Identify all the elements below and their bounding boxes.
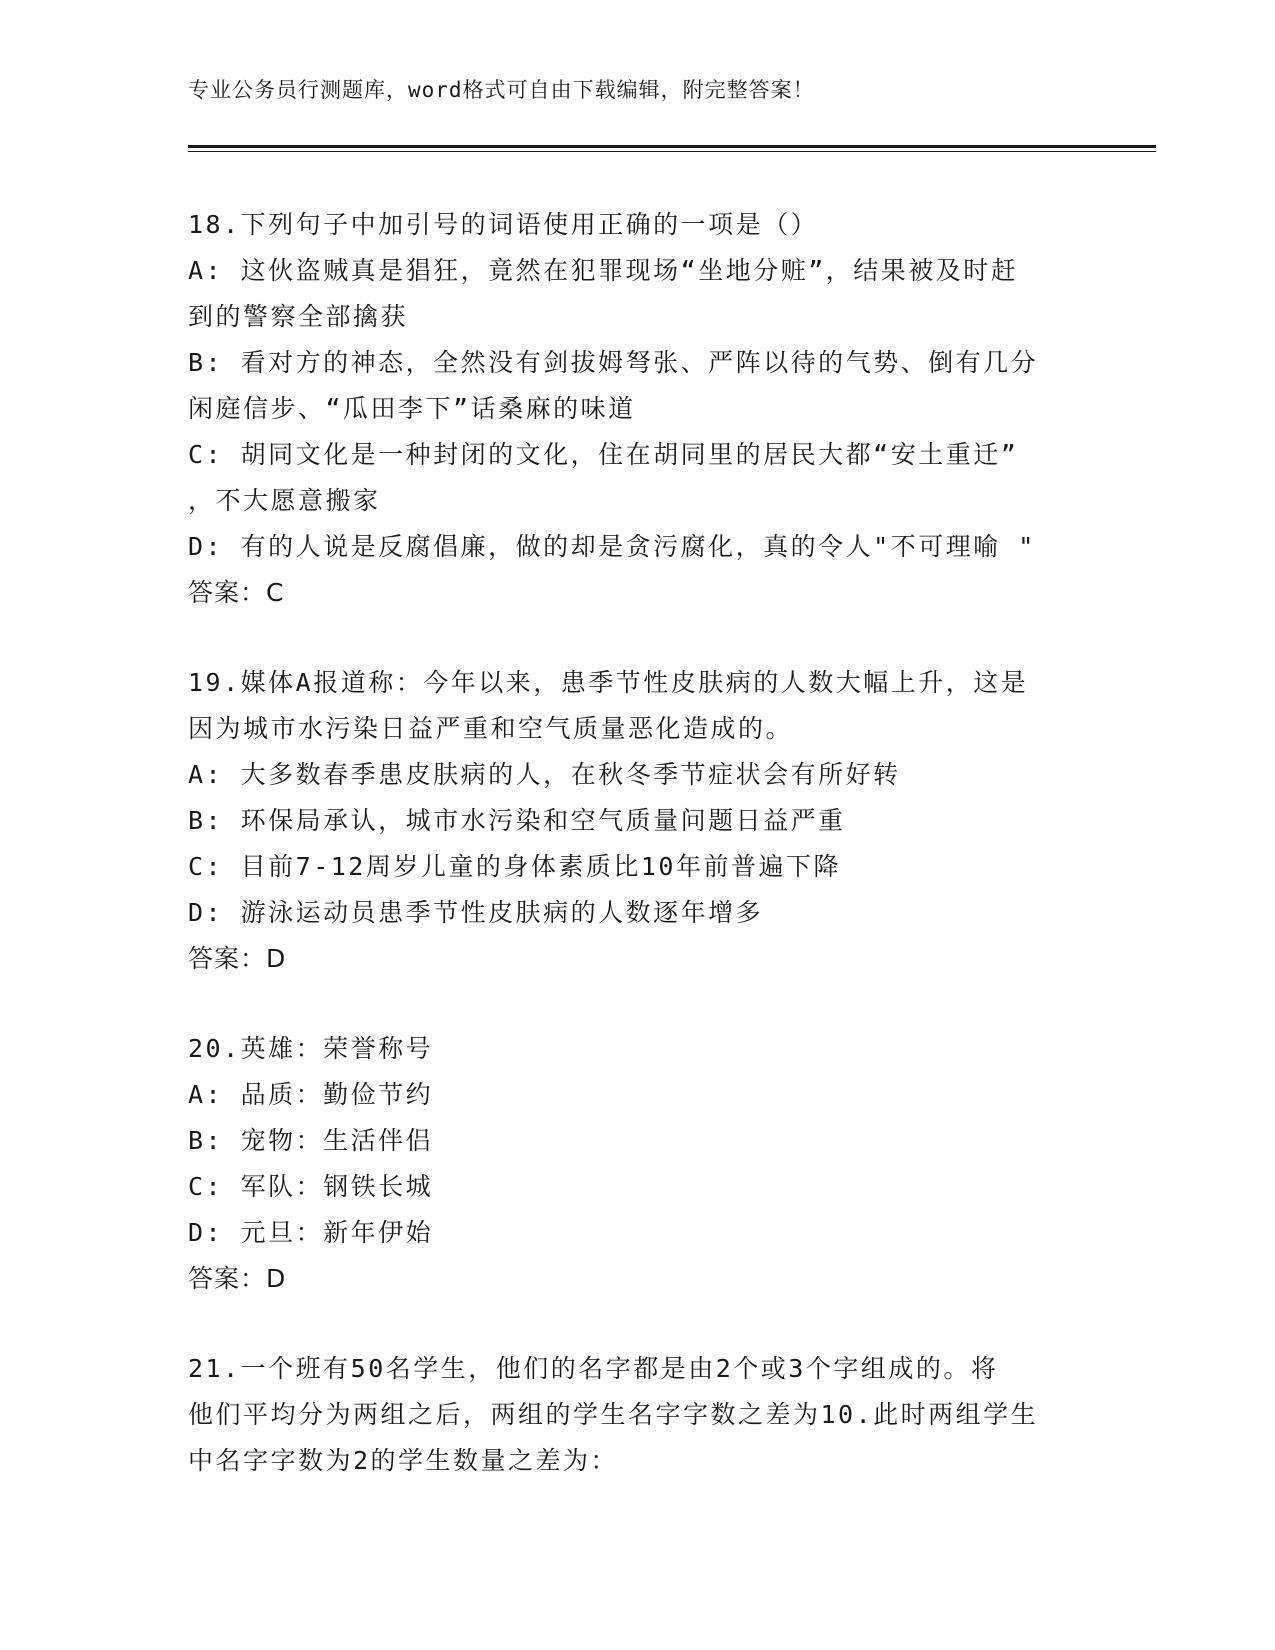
question-stem-continued: 因为城市水污染日益严重和空气质量恶化造成的。: [188, 714, 794, 743]
option-c: C: 目前7-12周岁儿童的身体素质比10年前普遍下降: [188, 852, 841, 881]
question-20: [188, 1026, 1088, 1302]
option-d: D: 有的人说是反腐倡廉，做的却是贪污腐化，真的令人"不可理喻 ": [188, 532, 1036, 561]
header-divider-thin: [188, 151, 1156, 152]
option-c-continued: ，不大愿意搬家: [188, 486, 381, 515]
option-b: B: 宠物：生活伴侣: [188, 1126, 434, 1155]
answer: 答案：D: [188, 1264, 287, 1293]
option-a: A: 这伙盗贼真是猖狂，竟然在犯罪现场“坐地分赃”，结果被及时赶: [188, 256, 1019, 285]
option-c: C: 胡同文化是一种封闭的文化，住在胡同里的居民大都“安土重迁”: [188, 440, 1019, 469]
question-21: [188, 1346, 1088, 1484]
option-a: A: 品质：勤俭节约: [188, 1080, 434, 1109]
answer: 答案：C: [188, 578, 285, 607]
option-d: D: 元旦：新年伊始: [188, 1218, 434, 1247]
question-18: [188, 202, 1088, 616]
option-b: B: 环保局承认，城市水污染和空气质量问题日益严重: [188, 806, 846, 835]
option-a-continued: 到的警察全部擒获: [188, 302, 409, 331]
option-b: B: 看对方的神态，全然没有剑拔姆弩张、严阵以待的气势、倒有几分: [188, 348, 1039, 377]
question-list: [188, 202, 1088, 1528]
question-stem: 19.媒体A报道称：今年以来，患季节性皮肤病的人数大幅上升，这是: [188, 668, 1029, 697]
page-header: 专业公务员行测题库，word格式可自由下载编辑，附完整答案！: [188, 78, 815, 102]
question-stem: 18.下列句子中加引号的词语使用正确的一项是（）: [188, 210, 819, 239]
question-stem-continued: 中名字字数为2的学生数量之差为：: [188, 1446, 619, 1475]
header-divider-thick: [188, 145, 1156, 148]
option-d: D: 游泳运动员患季节性皮肤病的人数逐年增多: [188, 898, 764, 927]
question-stem-continued: 他们平均分为两组之后，两组的学生名字字数之差为10.此时两组学生: [188, 1400, 1039, 1429]
question-19: [188, 660, 1088, 982]
answer: 答案：D: [188, 944, 287, 973]
option-c: C: 军队：钢铁长城: [188, 1172, 434, 1201]
question-stem: 20.英雄：荣誉称号: [188, 1034, 434, 1063]
option-b-continued: 闲庭信步、“瓜田李下”话桑麻的味道: [188, 394, 636, 423]
option-a: A: 大多数春季患皮肤病的人，在秋冬季节症状会有所好转: [188, 760, 901, 789]
question-stem: 21.一个班有50名学生，他们的名字都是由2个或3个字组成的。将: [188, 1354, 999, 1383]
